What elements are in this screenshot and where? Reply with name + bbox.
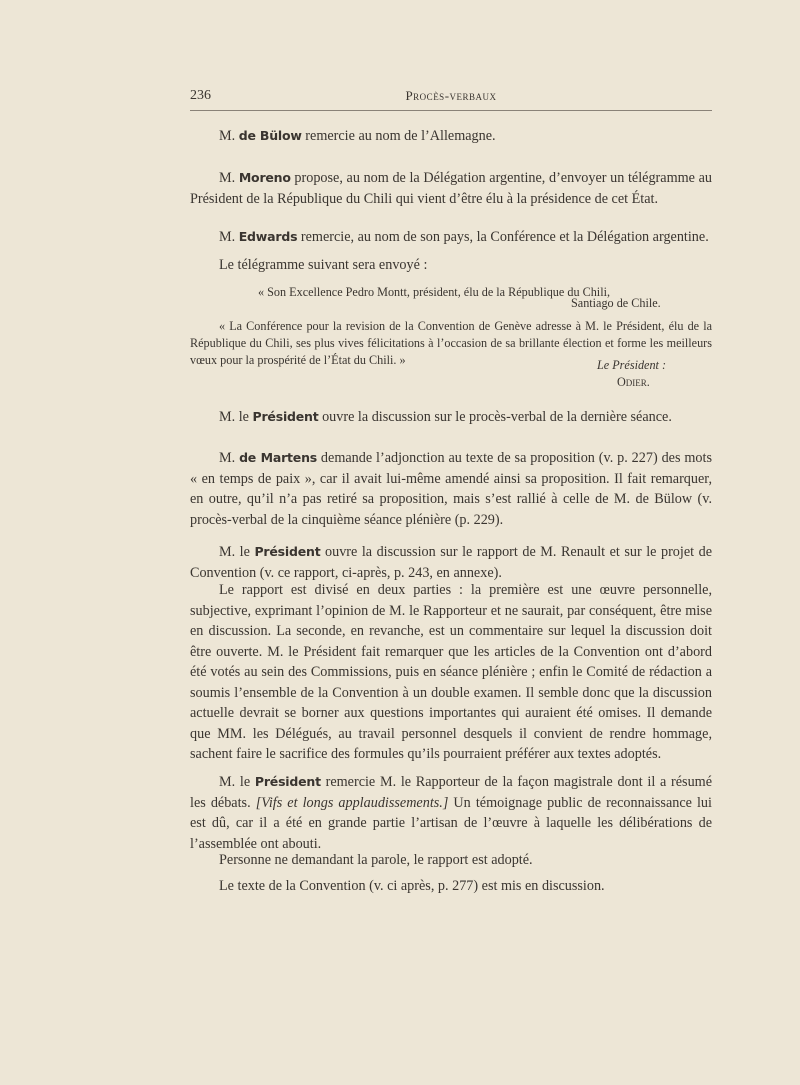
speaker-name: Président — [254, 774, 321, 789]
paragraph-bulow: M. de Bülow remercie au nom de l’Allemagne. — [219, 128, 496, 144]
speaker-name: Président — [252, 409, 319, 424]
paragraph-edwards: M. Edwards remercie, au nom de son pays, la Conférence et la Délégation argentine. — [219, 229, 709, 245]
paragraph-rapport-divise: Le rapport est divisé en deux parties : la première est une œuvre personnelle, subjective, exprimant l’opinion de M. le Rapporteur et ne saurait, par conséquent, être mise en discussion. La seconde, en revanche, est un commentaire sur lequel la discussion doit être ouverte. M. le Président fait remarquer que les articles de la Convention ont d’abord été votés au sein des Commissions, puis en séance plénière ; enfin le Comité de rédaction a soumis l’ensemble de la Convention à un double examen. Il semble donc que la discussion actuelle devrait se borner aux questions importantes qui auraient été omises. Il demande que MM. les Délégués, au travail personnel desquels il convient de rendre hommage, sachent faire le sacrifice des formules qu’ils pourraient préférer aux textes adoptés. — [190, 582, 712, 762]
running-title: Procès-verbaux — [405, 88, 497, 103]
telegram-city: Santiago de Chile. — [571, 296, 661, 310]
paragraph-moreno: M. Moreno propose, au nom de la Délégation argentine, d’envoyer un télégramme au Président de la République du Chili qui vient d’être élu à la présidence de cet État. — [190, 170, 712, 207]
speaker-name: Moreno — [238, 170, 291, 185]
speaker-name: de Bülow — [238, 128, 302, 143]
applause-note: [Vifs et longs applaudissements.] — [255, 794, 449, 811]
paragraph-convention-discussion: Le texte de la Convention (v. ci après, p. 277) est mis en discussion. — [219, 878, 605, 894]
speaker-name: Président — [254, 544, 321, 559]
paragraph-president-remercie: M. le Président remercie M. le Rapporteur de la façon magistrale dont il a résumé les débats. [Vifs et longs applaudissements.] Un témoignage public de reconnaissance lui est dû, car il a été en grande partie l’artisan de l’œuvre à laquelle les délibérations de l’assemblée ont abouti. — [190, 774, 712, 852]
paragraph-president-rapport: M. le Président ouvre la discussion sur le rapport de M. Renault et sur le projet de Convention (v. ce rapport, ci-après, p. 243, en annexe). — [190, 544, 712, 581]
telegram-signature-name: Odier. — [617, 375, 650, 389]
telegram-signature-title: Le Président : — [597, 358, 667, 372]
telegram-address: « Son Excellence Pedro Montt, président, élu de la République du Chili, — [258, 285, 611, 299]
paragraph-president-proces-verbal: M. le Président ouvre la discussion sur le procès-verbal de la dernière séance. — [219, 409, 672, 425]
speaker-name: Edwards — [238, 229, 298, 244]
page-number: 236 — [190, 88, 211, 103]
paragraph-de-martens: M. de Martens demande l’adjonction au texte de sa proposition (v. p. 227) des mots « en temps de paix », car il avait lui-même amendé ainsi sa proposition. Il fait remarquer, en outre, qu’il n’a pas retiré sa proposition, mais s’est rallié à celle de M. de Bülow (v. procès-verbal de la cinquième séance plénière (p. 229). — [190, 450, 712, 528]
page-header — [190, 86, 712, 111]
paragraph-telegram-intro: Le télégramme suivant sera envoyé : — [219, 257, 428, 273]
paragraph-rapport-adopte: Personne ne demandant la parole, le rapport est adopté. — [219, 852, 533, 868]
telegram-body: « La Conférence pour la revision de la Convention de Genève adresse à M. le Président, élu de la République du Chili, ses plus vives félicitations à l’occasion de sa brillante élection et forme les meilleurs vœux pour la prospérité de l’État du Chili. » — [190, 319, 712, 367]
speaker-name: de Martens — [239, 450, 318, 465]
